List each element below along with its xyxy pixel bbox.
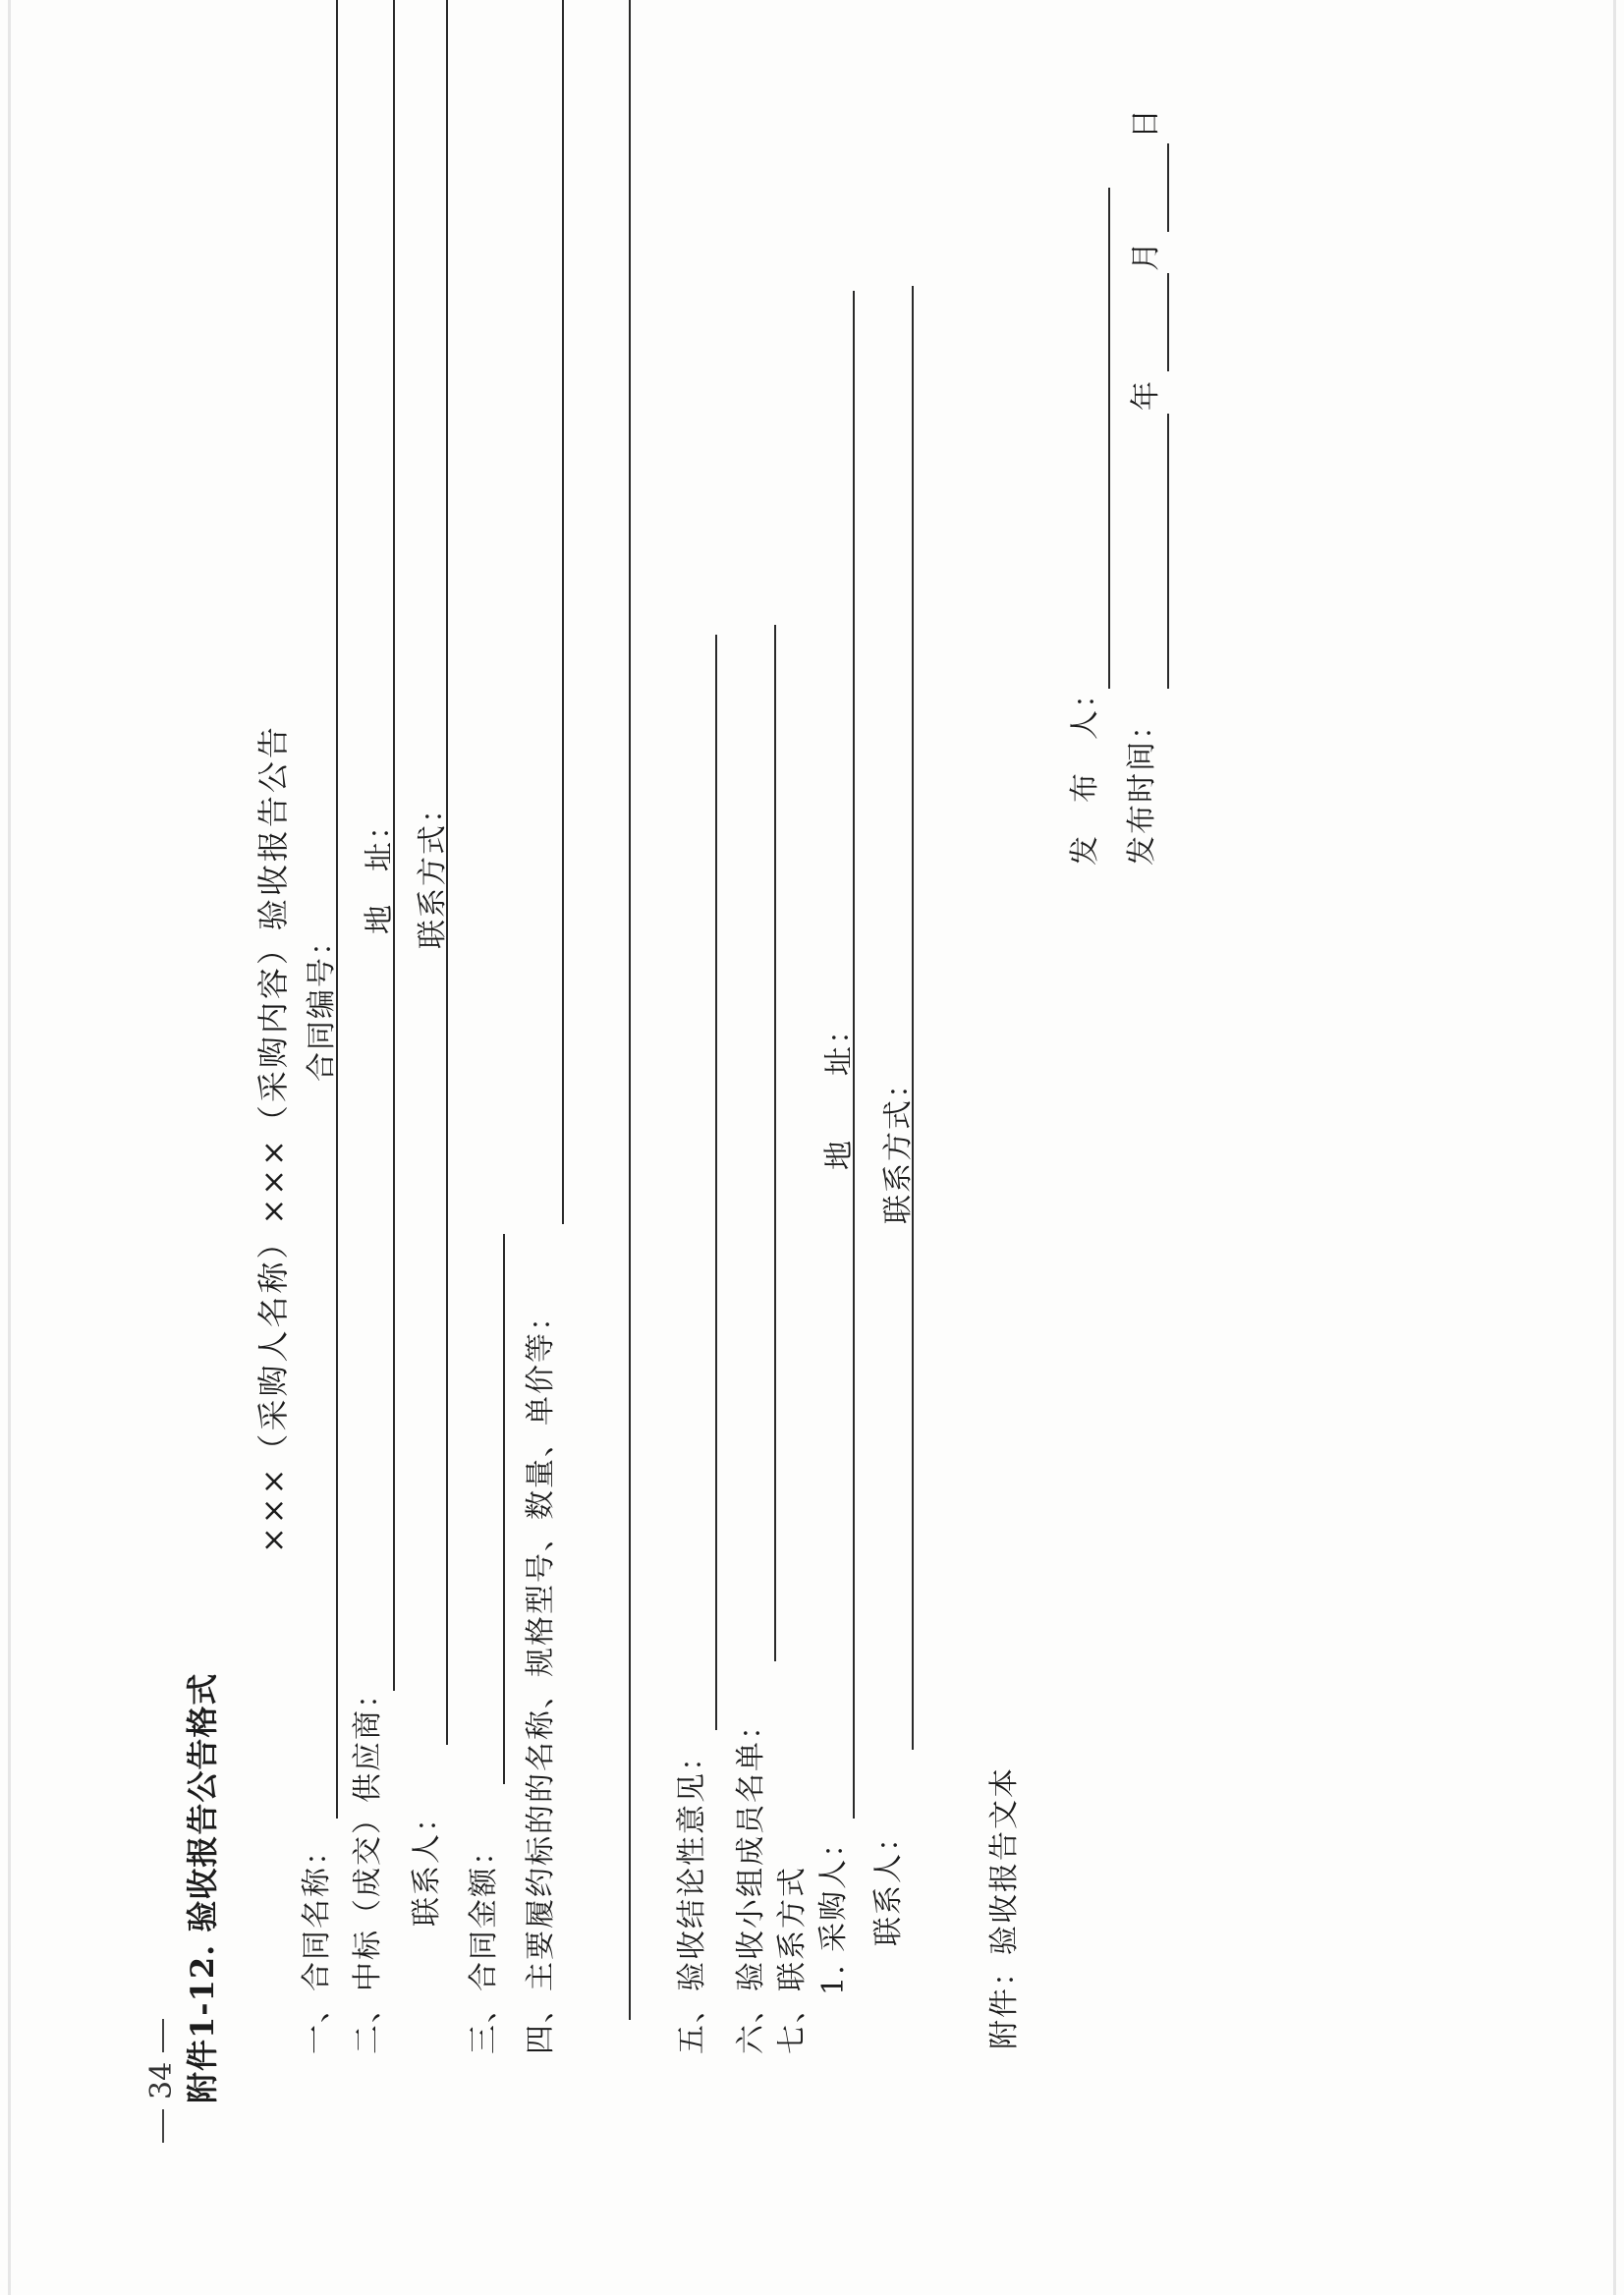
attachment-heading: 附件1-12. 验收报告公告格式	[184, 1672, 221, 2103]
blank-purchaser-contact-info[interactable]	[912, 286, 914, 1042]
label-year: 年	[1129, 379, 1163, 411]
blank-team-members[interactable]	[774, 625, 776, 1661]
page-number-dash-left	[162, 2109, 164, 2143]
blank-address[interactable]	[393, 0, 395, 777]
label-purchaser: 1. 采购人：	[816, 1825, 851, 1995]
label-purchaser-address: 地 址：	[822, 1013, 857, 1170]
blank-conclusion[interactable]	[715, 635, 717, 1730]
blank-year[interactable]	[1167, 414, 1169, 689]
label-month: 月	[1129, 240, 1163, 271]
blank-month[interactable]	[1167, 273, 1169, 371]
label-contact-person: 联系人：	[410, 1801, 444, 1927]
blank-contract-no[interactable]	[336, 0, 338, 915]
blank-supplier[interactable]	[393, 649, 395, 1691]
blank-purchaser-address[interactable]	[853, 291, 855, 974]
blank-subject-info-line2[interactable]	[629, 0, 631, 2020]
label-purchaser-contact-person: 联系人：	[871, 1820, 906, 1946]
label-contract-amount: 三、合同金额：	[467, 1834, 501, 2054]
label-subject-info: 四、主要履约标的的名称、规格型号、数量、单价等：	[524, 1300, 558, 2054]
page-number-value: 34	[144, 2061, 179, 2099]
label-purchaser-contact-info: 联系方式：	[881, 1067, 916, 1224]
label-supplier: 二、中标（成交）供应商：	[351, 1677, 385, 2054]
label-conclusion: 五、验收结论性意见：	[675, 1740, 709, 2054]
page-number-dash-right	[162, 2019, 164, 2052]
label-publisher: 发 布 人：	[1068, 677, 1102, 866]
label-team-members: 六、验收小组成员名单：	[734, 1708, 768, 2054]
attachment-note: 附件：验收报告文本	[987, 1766, 1022, 2049]
blank-contact-info[interactable]	[446, 0, 448, 792]
label-publish-date: 发布时间：	[1125, 708, 1159, 866]
label-address: 地 址：	[363, 809, 397, 934]
blank-subject-info[interactable]	[562, 0, 564, 1224]
blank-publisher[interactable]	[1108, 188, 1110, 689]
label-contract-no: 合同编号：	[305, 924, 339, 1082]
blank-contract-amount[interactable]	[503, 1234, 505, 1784]
form-title: ×××（采购人名称）×××（采购内容）验收报告公告	[254, 724, 292, 1553]
label-day: 日	[1129, 107, 1163, 139]
page-number	[144, 2009, 179, 2153]
label-contact-section: 七、联系方式	[775, 1866, 810, 2054]
label-contract-name: 一、合同名称：	[300, 1834, 334, 2054]
label-contact-info: 联系方式：	[416, 792, 450, 949]
blank-day[interactable]	[1167, 143, 1169, 232]
